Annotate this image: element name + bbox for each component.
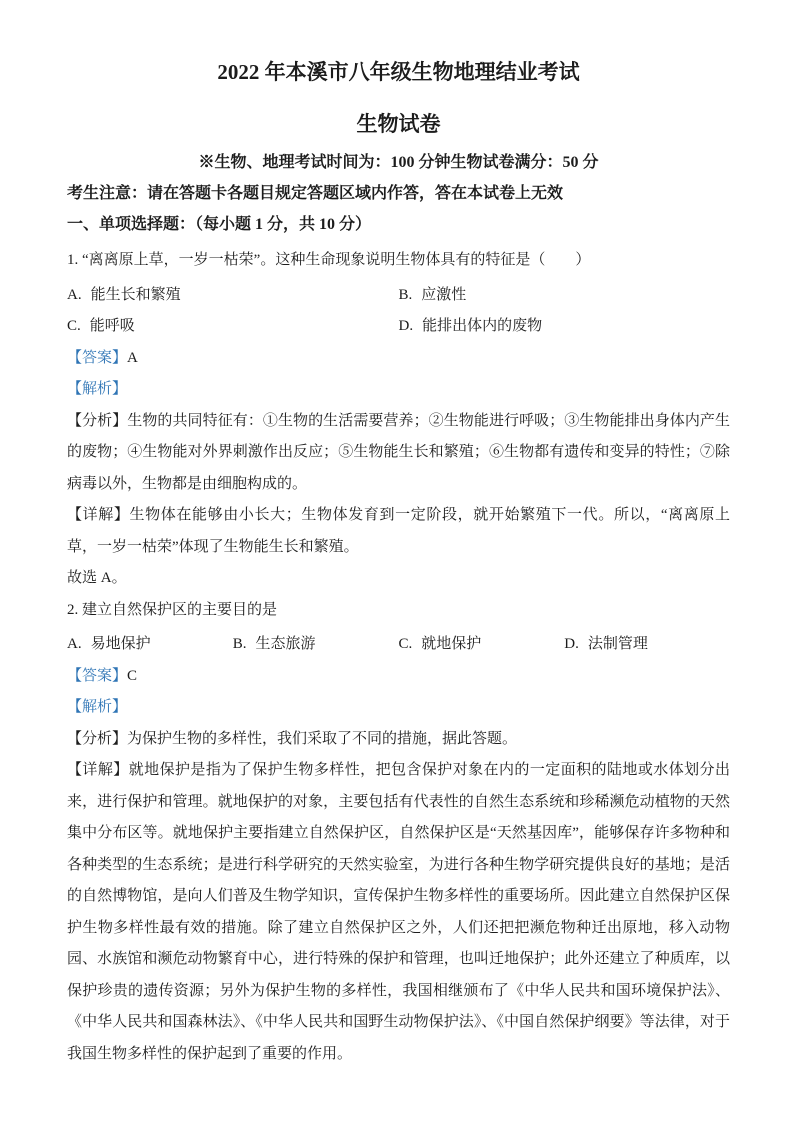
option-key: B. [232, 636, 247, 652]
answer-label: 【答案】 [67, 667, 128, 684]
xiangjie-label: 【详解】 [67, 762, 129, 778]
option-key: D. [398, 318, 414, 334]
option-key: C. [67, 318, 81, 334]
answer-value: A [127, 349, 138, 366]
question-1-conclusion: 故选 A。 [67, 570, 127, 586]
section-heading: 一、单项选择题：（每小题 1 分，共 10 分） [67, 216, 372, 233]
fenxi-label: 【分析】 [67, 730, 128, 747]
candidate-notice: 考生注意：请在答题卡各题目规定答题区域内作答，答在本试卷上无效 [67, 185, 564, 202]
option-text: 法制管理 [587, 636, 648, 652]
question-2-jiexi-label: 【解析】 [67, 699, 128, 715]
question-2-option-c [399, 629, 565, 661]
option-text: 就地保护 [421, 636, 482, 652]
question-1-option-c [67, 311, 399, 343]
fenxi-label: 【分析】 [67, 412, 128, 429]
question-1-analysis-paragraph [67, 406, 730, 501]
xiangjie-label: 【详解】 [67, 507, 130, 523]
option-text: 能生长和繁殖 [90, 286, 181, 303]
question-2-option-d [564, 629, 730, 661]
question-2-options-row [67, 629, 730, 661]
answer-label: 【答案】 [67, 349, 128, 366]
question-1-option-a [67, 280, 399, 312]
detail-text: 生物体在能够由小长大；生物体发育到一定阶段，就开始繁殖下一代。所以，“离离原上草，一岁一枯荣”体现了生物能生长和繁殖。 [67, 507, 730, 555]
question-2-analysis-paragraph [67, 724, 730, 756]
question-2-option-b [233, 629, 399, 661]
question-1-detail-paragraph [67, 500, 730, 563]
option-key: D. [564, 636, 579, 652]
option-text: 易地保护 [90, 636, 151, 652]
option-key: B. [398, 286, 413, 303]
option-text: 能排出体内的废物 [422, 318, 543, 334]
question-2-answer-line [67, 661, 730, 693]
question-1-jiexi-label: 【解析】 [67, 381, 128, 397]
page-title: 2022 年本溪市八年级生物地理结业考试 [217, 60, 580, 84]
question-2-option-a [67, 629, 233, 661]
question-1-options-row-1 [67, 280, 730, 312]
analysis-text: 生物的共同特征有：①生物的生活需要营养；②生物能进行呼吸；③生物能排出身体内产生的废物；④生物能对外界刺激作出反应；⑤生物能生长和繁殖；⑥生物都有遗传和变异的特性；⑦除病毒以外，生物都是由细胞构成的。 [67, 412, 730, 492]
option-key: A. [67, 636, 82, 652]
question-1-answer-line [67, 343, 730, 375]
answer-value: C [127, 667, 138, 684]
option-text: 应激性 [421, 286, 467, 303]
question-2-stem: 2. 建立自然保护区的主要目的是 [67, 601, 278, 618]
option-text: 能呼吸 [89, 318, 135, 334]
option-key: C. [398, 636, 413, 652]
question-1-stem: 1. “离离原上草，一岁一枯荣”。这种生命现象说明生物体具有的特征是（ ） [67, 252, 591, 268]
exam-note: ※生物、地理考试时间为：100 分钟生物试卷满分：50 分 [198, 154, 599, 171]
question-2-detail-paragraph [67, 755, 730, 1070]
detail-text: 就地保护是指为了保护生物多样性，把包含保护对象在内的一定面积的陆地或水体划分出来，进行保护和管理。就地保护的对象，主要包括有代表性的自然生态系统和珍稀濒危动植物的天然集中分布区等。就地保护主要指建立自然保护区，自然保护区是“天然基因库”，能够保存许多物种和各种类型的生态系统；是进行科学研究的天然实验室，为进行各种生物学研究提供良好的基地；是活的自然博物馆，是向人们普及生物学知识，宣传保护生物多样性的重要场所。因此建立自然保护区保护生物多样性最有效的措施。除了建立自然保护区之外，人们还把把濒危物种迁出原地，移入动物园、水族馆和濒危动物繁育中心，进行特殊的保护和管理，也叫迁地保护；此外还建立了种质库，以保护珍贵的遗传资源；另外为保护生物的多样性，我国相继颁布了《中华人民共和国环境保护法》、《中华人民共和国森林法》、《中华人民共和国野生动物保护法》、《中国自然保护纲要》等法律，对于我国生物多样性的保护起到了重要的作用。 [67, 762, 730, 1062]
question-1-option-b [399, 280, 731, 312]
option-key: A. [67, 286, 82, 303]
paper-subtitle: 生物试卷 [356, 112, 441, 136]
option-text: 生态旅游 [255, 636, 316, 652]
analysis-text: 为保护生物的多样性，我们采取了不同的措施，据此答题。 [127, 730, 518, 747]
question-1-option-d [399, 311, 731, 343]
question-1-options-row-2 [67, 311, 730, 343]
